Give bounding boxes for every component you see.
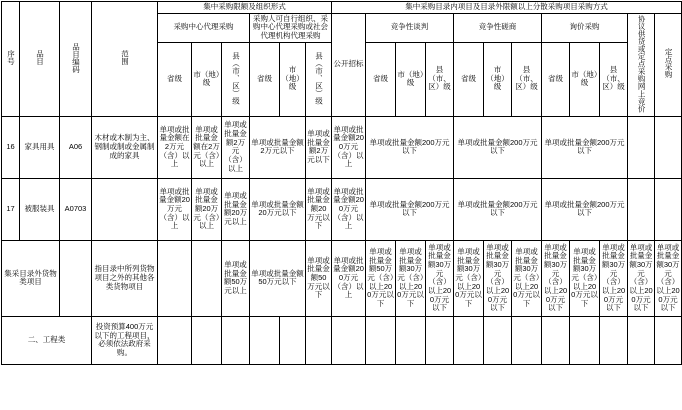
level-agency-city: 市（地）级	[192, 42, 222, 116]
cell-agreement	[628, 178, 655, 240]
row-code: A06	[60, 116, 92, 178]
level-self-county: 县（市、区）级	[306, 42, 332, 116]
cell-agency-county: 单项或批量金额50万元以上	[222, 240, 250, 316]
cell-empty-2	[192, 316, 222, 364]
cell-empty-12	[484, 316, 512, 364]
col-header-seq: 序号	[2, 2, 20, 117]
cell-inq-city: 单项或批量金额30万元（含）以上200万元以下	[570, 240, 600, 316]
cell-empty-17	[628, 316, 655, 364]
cell-empty-11	[454, 316, 484, 364]
level-neg-province: 省级	[366, 42, 396, 116]
cell-agency-county: 单项或批量金额20万元以上	[222, 178, 250, 240]
cell-inq-county: 单项或批量金额30万元（含）以上200万元以下	[600, 240, 628, 316]
cell-open: 单项或批量金额200万元（含）以上	[332, 178, 366, 240]
cell-fixed-point	[655, 178, 682, 240]
method-competitive-consultation: 竞争性磋商	[454, 13, 542, 42]
level-agency-county: 县（市、区）级	[222, 42, 250, 116]
cell-self-county: 单项或批量金额2万元以下	[306, 116, 332, 178]
col-header-scope: 范围	[92, 2, 158, 117]
cell-empty-14	[542, 316, 570, 364]
cell-empty-1	[158, 316, 192, 364]
table-row	[2, 116, 682, 178]
method-agreement-supply: 协议供货或定点采购网上竞价	[628, 13, 655, 116]
level-agency-province: 省级	[158, 42, 192, 116]
cell-consultation: 单项或批量金额200万元以下	[454, 116, 542, 178]
cell-empty-15	[570, 316, 600, 364]
row-code: A0703	[60, 178, 92, 240]
cell-cons-province: 单项或批量金额30万元（含）以上200万元以下	[454, 240, 484, 316]
cell-agreement: 单项或批量金额30万元（含）以上200万元以下	[628, 240, 655, 316]
cell-inquiry: 单项或批量金额200万元以下	[542, 116, 628, 178]
cell-self-county: 单项或批量金额20万元以下	[306, 178, 332, 240]
group-header-methods: 集中采购目录内项目及目录外限额以上分散采购项目采购方式	[332, 2, 682, 14]
row-seq: 16	[2, 116, 20, 178]
section-title: 二、工程类	[2, 316, 92, 364]
row-code	[60, 240, 92, 316]
cell-empty-16	[600, 316, 628, 364]
cell-self-province: 单项或批量金额20万元以下	[250, 178, 306, 240]
level-self-province: 省级	[250, 42, 280, 116]
cell-empty-10	[426, 316, 454, 364]
level-neg-city: 市（地）级	[396, 42, 426, 116]
cell-self-province: 单项或批量金额2万元以下	[250, 116, 306, 178]
procurement-catalog-table	[1, 1, 682, 365]
cell-agreement	[628, 116, 655, 178]
col-header-item: 品目	[20, 2, 60, 117]
level-inq-county: 县（市、区）级	[600, 42, 628, 116]
cell-empty-6	[306, 316, 332, 364]
sub-header-agency: 采购中心代理采购	[158, 13, 250, 42]
level-inq-province: 省级	[542, 42, 570, 116]
table-row	[2, 240, 682, 316]
cell-inquiry: 单项或批量金额200万元以下	[542, 178, 628, 240]
cell-open: 单项或批量金额200万元（含）以上	[332, 240, 366, 316]
cell-empty-3	[222, 316, 250, 364]
level-inq-city: 市（地）级	[570, 42, 600, 116]
cell-agency-city: 单项或批量金额20万元（含）以上	[192, 178, 222, 240]
cell-self-county: 单项或批量金额50万元以下	[306, 240, 332, 316]
row-scope: 投资预算400万元以下的工程项目，必须依法政府采购。	[92, 316, 158, 364]
header-row-1	[2, 2, 682, 14]
cell-empty-5	[280, 316, 306, 364]
method-competitive-negotiation: 竞争性谈判	[366, 13, 454, 42]
method-inquiry: 询价采购	[542, 13, 628, 42]
cell-cons-county: 单项或批量金额30万元（含）以上200万元以下	[512, 240, 542, 316]
row-item: 被服装具	[20, 178, 60, 240]
table-row	[2, 178, 682, 240]
cell-empty-4	[250, 316, 280, 364]
method-fixed-point: 定点采购	[655, 13, 682, 116]
cell-empty-8	[366, 316, 396, 364]
cell-empty-9	[396, 316, 426, 364]
cell-agency-city: 单项或批量金额在2万元（含）以上	[192, 116, 222, 178]
row-seq: 17	[2, 178, 20, 240]
cell-neg-province: 单项或批量金额50万元（含）以上200万元以下	[366, 240, 396, 316]
level-cons-county: 县（市、区）级	[512, 42, 542, 116]
cell-fixed-point	[655, 116, 682, 178]
level-cons-city: 市（地）级	[484, 42, 512, 116]
cell-neg-city: 单项或批量金额30万元（含）以上200万元以下	[396, 240, 426, 316]
cell-open: 单项或批量金额200万元（含）以上	[332, 116, 366, 178]
level-self-city: 市（地）级	[280, 42, 306, 116]
cell-negotiation: 单项或批量金额200万元以下	[366, 178, 454, 240]
cell-empty-13	[512, 316, 542, 364]
sub-header-self: 采购人可自行组织、采购中心代理采购或社会代理机构代理采购	[250, 13, 332, 42]
cell-inq-province: 单项或批量金额30万元（含）以上200万元以下	[542, 240, 570, 316]
cell-negotiation: 单项或批量金额200万元以下	[366, 116, 454, 178]
row-scope	[92, 178, 158, 240]
row-scope: 指目录中所列货物项目之外的其他各类货物项目	[92, 240, 158, 316]
cell-agency-city	[192, 240, 222, 316]
table-row	[2, 316, 682, 364]
cell-cons-city: 单项或批量金额30万元（含）以上200万元以下	[484, 240, 512, 316]
cell-empty-7	[332, 316, 366, 364]
row-item: 集采目录外货物类项目	[2, 240, 60, 316]
level-cons-province: 省级	[454, 42, 484, 116]
cell-agency-county: 单项或批量金额2万元（含）以上	[222, 116, 250, 178]
cell-consultation: 单项或批量金额200万元以下	[454, 178, 542, 240]
cell-fixed-point: 单项或批量金额30万元（含）以上200万元以下	[655, 240, 682, 316]
cell-neg-county: 单项或批量金额30万元（含）以上200万元以下	[426, 240, 454, 316]
col-header-code: 品目编码	[60, 2, 92, 117]
row-scope: 木材或木制为主、钢制或制或金属制成的家具	[92, 116, 158, 178]
cell-agency-province: 单项或批量金额在2万元（含）以上	[158, 116, 192, 178]
spreadsheet-page	[0, 1, 680, 410]
row-item: 家具用具	[20, 116, 60, 178]
level-neg-county: 县（市、区）级	[426, 42, 454, 116]
cell-agency-province: 单项或批量金额20万元（含）以上	[158, 178, 192, 240]
cell-agency-province	[158, 240, 192, 316]
cell-empty-18	[655, 316, 682, 364]
method-open-bidding: 公开招标	[332, 13, 366, 116]
cell-self-province: 单项或批量金额50万元以下	[250, 240, 306, 316]
group-header-concentrated: 集中采购限额及组织形式	[158, 2, 332, 14]
